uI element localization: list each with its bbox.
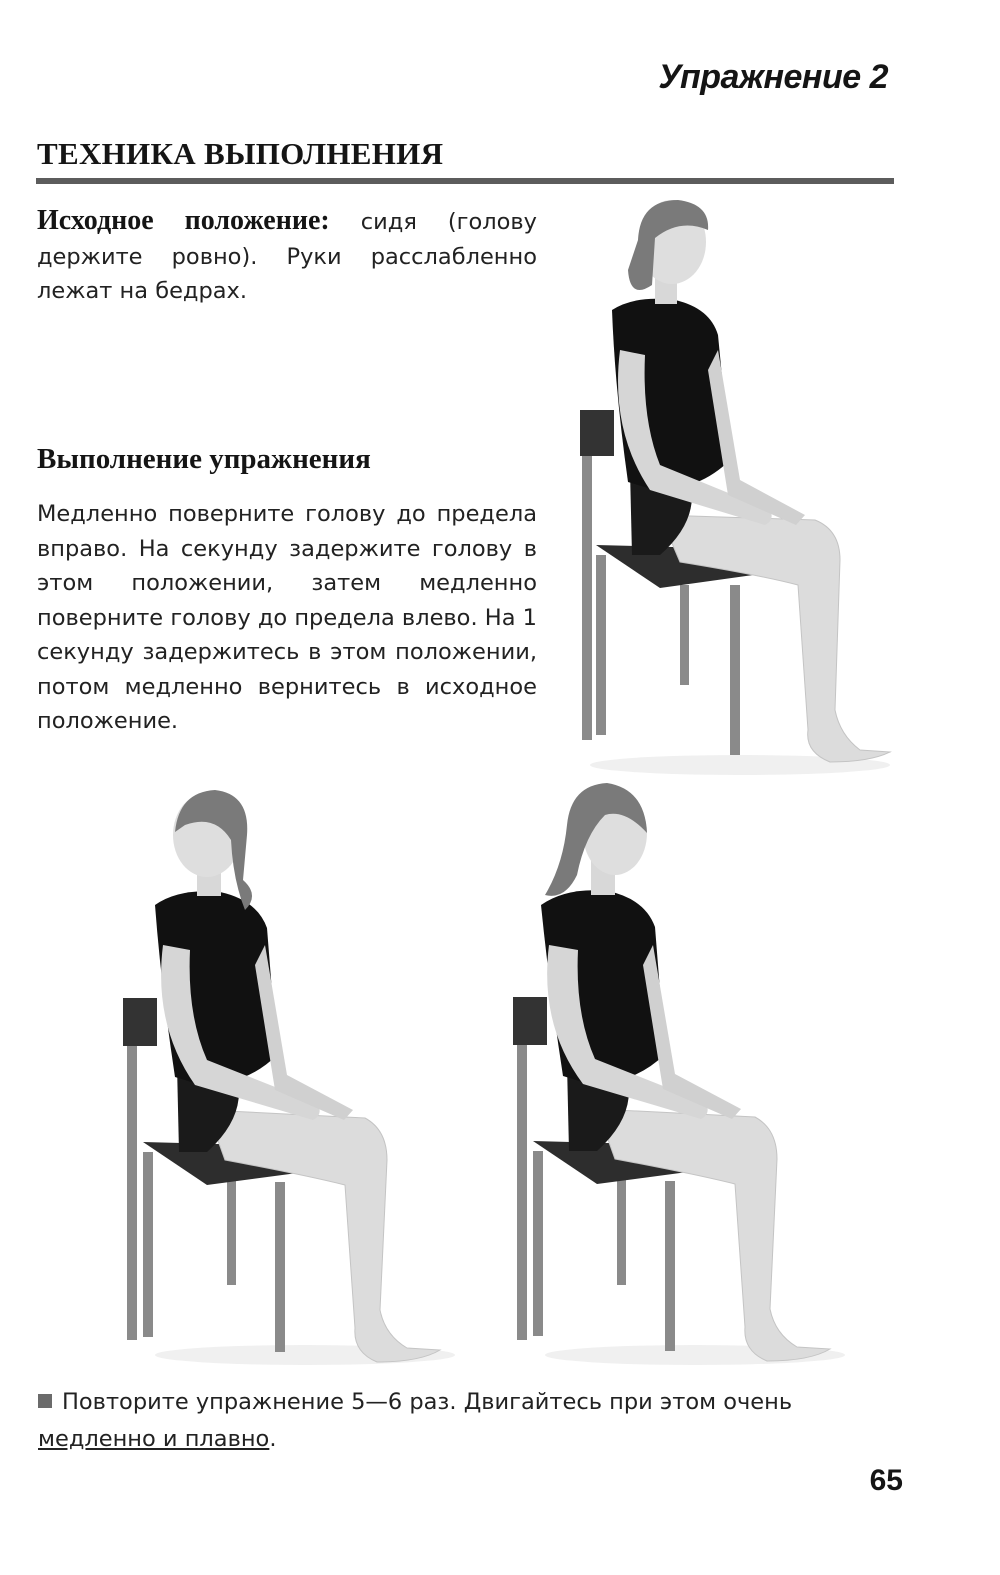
execution-paragraph: Медленно поверните голову до предела вправо. На секунду задержите голову в этом положении, затем медленно поверните голову до предела влево. На 1 секунду задержитесь в этом положении, потом медленно вернитесь в исходное положение. (37, 501, 537, 734)
photo-turn-right (115, 780, 465, 1370)
execution-heading: Выполнение упражнения (37, 443, 371, 475)
page-number: 65 (869, 1464, 903, 1497)
start-position-lead: Исходное положение: (37, 205, 330, 236)
start-position-paragraph (37, 204, 537, 309)
note-end: . (269, 1426, 277, 1452)
repeat-note (38, 1384, 908, 1458)
photo-start-position (560, 190, 920, 780)
photo-turn-left (505, 775, 855, 1370)
note-emphasis: медленно и плавно (38, 1426, 270, 1452)
note-text: Повторите упражнение 5—6 раз. Двигайтесь при этом очень (62, 1389, 793, 1415)
section-divider (36, 178, 894, 184)
section-title: ТЕХНИКА ВЫПОЛНЕНИЯ (37, 136, 444, 171)
start-position-text: сидя (голову держите ровно). Руки расслабленно лежат на бедрах. (37, 209, 537, 304)
exercise-title: Упражнение 2 (658, 58, 888, 96)
bullet-square-icon (38, 1394, 52, 1408)
